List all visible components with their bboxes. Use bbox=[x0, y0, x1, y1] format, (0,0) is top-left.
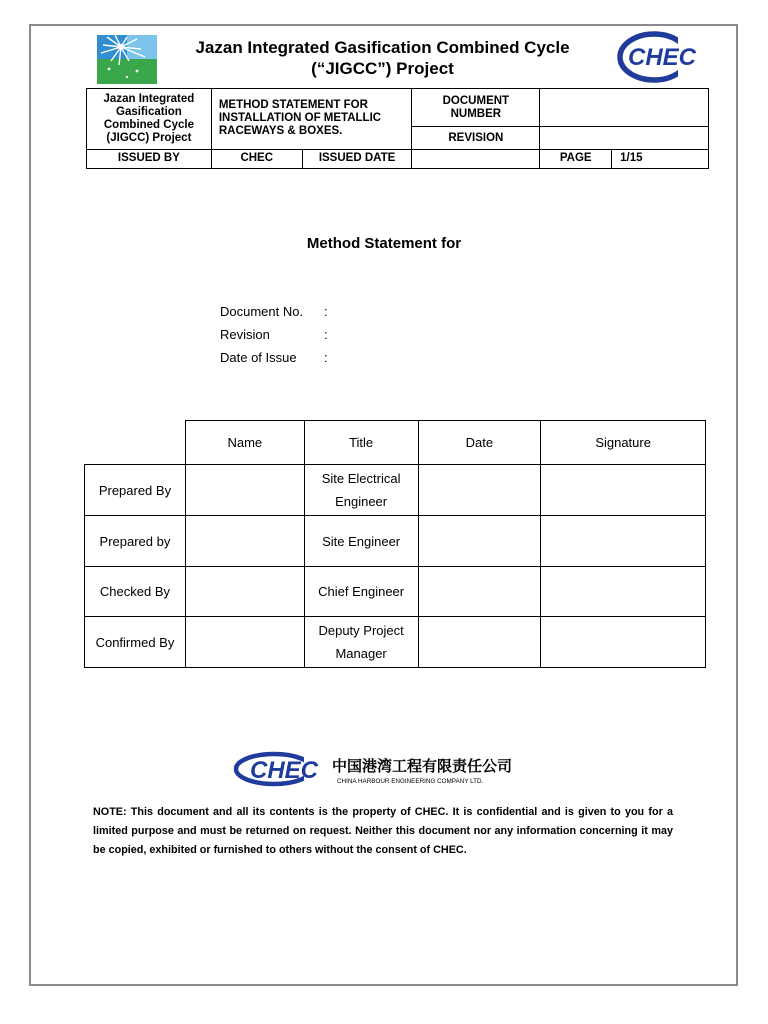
chec-logo-icon bbox=[616, 30, 702, 84]
signature-cell bbox=[541, 567, 706, 617]
issued-date-label: ISSUED DATE bbox=[302, 149, 412, 168]
title-cell bbox=[304, 516, 418, 567]
title-line: Deputy Project bbox=[318, 623, 404, 638]
title-cell bbox=[304, 465, 418, 516]
revision-label: REVISION bbox=[412, 127, 540, 149]
signature-cell bbox=[541, 465, 706, 516]
doc-info-label: Document No. bbox=[220, 304, 304, 319]
date-cell bbox=[418, 465, 541, 516]
signature-table bbox=[84, 420, 706, 668]
document-number-label-line: NUMBER bbox=[450, 107, 502, 120]
chec-chinese-name: 中国港湾工程有限责任公司 bbox=[332, 757, 513, 775]
column-header: Title bbox=[304, 421, 418, 465]
page-value: 1/15 bbox=[612, 149, 709, 168]
name-cell bbox=[185, 567, 304, 617]
title-cell bbox=[304, 617, 418, 668]
title-cell bbox=[304, 567, 418, 617]
name-cell bbox=[185, 617, 304, 668]
title-line: Chief Engineer bbox=[318, 584, 405, 599]
document-number-label bbox=[412, 89, 540, 127]
chec-english-name: CHINA HARBOUR ENGINEERING COMPANY LTD. bbox=[337, 778, 484, 785]
chec-logo-text: CHEC bbox=[627, 44, 697, 71]
date-cell bbox=[418, 617, 541, 668]
issued-by-label: ISSUED BY bbox=[87, 149, 212, 168]
date-cell bbox=[418, 567, 541, 617]
name-cell bbox=[185, 516, 304, 567]
project-cell-line: Combined Cycle bbox=[103, 118, 194, 131]
role-cell: Checked By bbox=[85, 567, 186, 617]
role-cell: Confirmed By bbox=[85, 617, 186, 668]
project-cell-line: Gasification bbox=[116, 105, 182, 118]
table-row bbox=[85, 465, 706, 516]
date-cell bbox=[418, 516, 541, 567]
column-header: Date bbox=[418, 421, 541, 465]
doc-info-row bbox=[220, 326, 328, 349]
project-title bbox=[160, 37, 605, 79]
table-row bbox=[85, 617, 706, 668]
document-number-label-line: DOCUMENT bbox=[442, 94, 510, 107]
table-row bbox=[85, 516, 706, 567]
title-line: Site Electrical bbox=[321, 471, 401, 486]
doc-info-row bbox=[220, 349, 328, 372]
issued-by-value: CHEC bbox=[211, 149, 302, 168]
doc-info-separator: : bbox=[324, 350, 328, 365]
doc-info-separator: : bbox=[324, 327, 328, 342]
signature-header-row bbox=[85, 421, 706, 465]
method-line: RACEWAYS & BOXES. bbox=[218, 125, 343, 138]
chec-company-logo-icon bbox=[232, 750, 542, 790]
column-header: Name bbox=[185, 421, 304, 465]
role-cell: Prepared By bbox=[85, 465, 186, 516]
method-statement-cell bbox=[211, 89, 412, 150]
document-header-table bbox=[86, 88, 709, 169]
project-title-line1: Jazan Integrated Gasification Combined Cycle bbox=[195, 38, 570, 57]
confidentiality-note: NOTE: This document and all its contents is the property of CHEC. It is confidential and is given to you for a limited purpose and must be returned on request. Neither this document nor any information concerning it may be copied, exhibited or furnished to others without the consent of CHEC. bbox=[93, 806, 673, 856]
method-statement-title: Method Statement for bbox=[306, 235, 462, 252]
table-row bbox=[85, 567, 706, 617]
project-cell-line: Jazan Integrated bbox=[103, 92, 195, 105]
project-title-line2: (“JIGCC”) Project bbox=[311, 59, 454, 78]
role-cell: Prepared by bbox=[85, 516, 186, 567]
column-header: Signature bbox=[541, 421, 706, 465]
document-info bbox=[220, 303, 328, 372]
doc-info-separator: : bbox=[324, 304, 328, 319]
aramco-logo-icon bbox=[97, 35, 157, 84]
issued-date-value bbox=[412, 149, 540, 168]
title-line: Engineer bbox=[335, 494, 388, 509]
name-cell bbox=[185, 465, 304, 516]
title-line: Manager bbox=[335, 646, 387, 661]
title-line: Site Engineer bbox=[322, 533, 401, 549]
document-number-value bbox=[540, 89, 709, 127]
project-cell-line: (JIGCC) Project bbox=[106, 131, 192, 144]
project-cell bbox=[87, 89, 212, 150]
doc-info-row bbox=[220, 303, 328, 326]
method-line: METHOD STATEMENT FOR bbox=[218, 99, 368, 112]
doc-info-label: Date of Issue bbox=[220, 350, 297, 365]
method-line: INSTALLATION OF METALLIC bbox=[218, 112, 382, 125]
signature-cell bbox=[541, 617, 706, 668]
chec-mark-text: CHEC bbox=[249, 757, 319, 784]
doc-info-label: Revision bbox=[220, 327, 270, 342]
revision-value bbox=[540, 127, 709, 149]
page-label: PAGE bbox=[540, 149, 612, 168]
signature-cell bbox=[541, 516, 706, 567]
blank-corner-cell bbox=[85, 421, 186, 465]
